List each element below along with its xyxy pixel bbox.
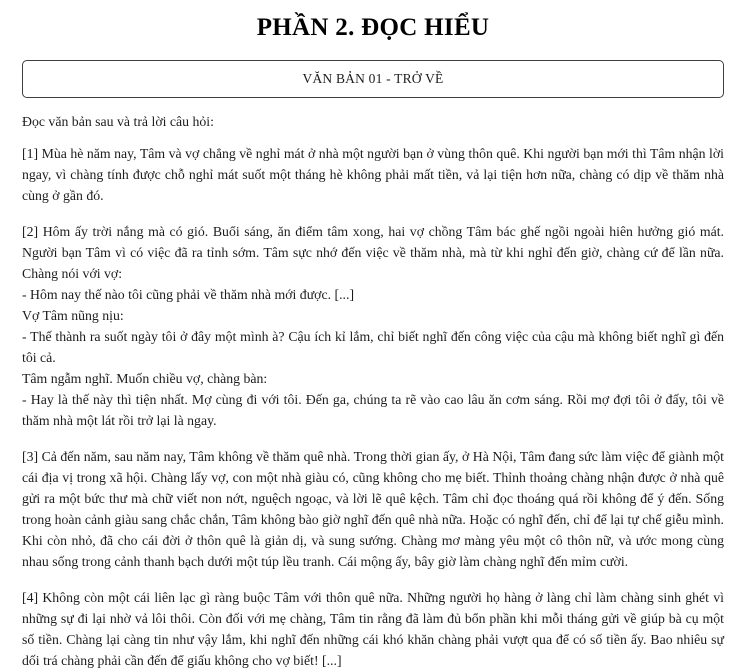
text-title-box — [22, 60, 724, 98]
paragraph-group-4 — [22, 587, 724, 671]
paragraph-group-2 — [22, 221, 724, 431]
paragraph-text: [1] Mùa hè năm nay, Tâm và vợ chẳng về nghỉ mát ở nhà một người bạn ở vùng thôn quê. Khi người bạn mới thì Tâm nhận lời ngay, vì chàng tính được chỗ nghỉ mát suốt một tháng hè không phải mất tiền, vả lại tiện hơn nữa, chàng có dịp về thăm nhà cùng ở gần đó. — [22, 146, 724, 203]
paragraph-text: [3] Cả đến năm, sau năm nay, Tâm không về thăm quê nhà. Trong thời gian ấy, ở Hà Nội, Tâm đang sức làm việc để giành một cái địa vị trong xã hội. Chàng lấy vợ, con một nhà giàu có, cũng không cho mẹ biết. Thỉnh thoảng chàng nhận được ở nhà quê gửi ra một bức thư mà chữ viết non nớt, nguệch ngoạc, và lời lẽ quê kệch. Tâm chỉ đọc thoáng quá rồi không để ý đến. Sống trong hoàn cảnh giàu sang chắc chắn, Tâm không bào giờ nghĩ đến quê nhà nữa. Hoặc có nghĩ đến, chỉ để lại tự chế giễu mình. Khi còn nhỏ, đã cho cái đời ở thôn quê là giản dị, và sung sướng. Chàng mơ màng yêu một cô thôn nữ, và ước mong cùng nhau sống trong cảnh thanh bạch dưới một túp lều tranh. Cái mộng ấy, bây giờ làm chàng nghĩ đến mỉm cười. — [22, 449, 724, 569]
dialogue-line: - Hôm nay thế nào tôi cũng phải về thăm nhà mới được. [...] — [22, 287, 355, 302]
intro-instruction: Đọc văn bản sau và trả lời câu hỏi: — [22, 114, 214, 129]
dialogue-line: - Thế thành ra suốt ngày tôi ở đây một mình à? Cậu ích kỉ lắm, chỉ biết nghĩ đến công việc của cậu mà không biết nghĩ gì đến tôi cả. — [22, 329, 724, 365]
paragraph-group-1 — [22, 143, 724, 206]
narration-line: Vợ Tâm nũng nịu: — [22, 308, 124, 323]
text-title: VĂN BẢN 01 - TRỞ VỀ — [302, 71, 444, 86]
narration-line: Tâm ngẫm nghĩ. Muốn chiều vợ, chàng bàn: — [22, 371, 268, 386]
page-title: PHẦN 2. ĐỌC HIỂU — [256, 14, 490, 41]
dialogue-line: - Hay là thế này thì tiện nhất. Mợ cùng đi với tôi. Đến ga, chúng ta rẽ vào cao lâu ăn cơm sáng. Rồi mợ đợi tôi ở đấy, tôi về thăm nhà một lát rồi trở lại là ngay. — [22, 392, 724, 428]
paragraph-group-3 — [22, 446, 724, 572]
paragraph-text: [4] Không còn một cái liên lạc gì ràng buộc Tâm với thôn quê nữa. Những người họ hàng ở làng chỉ làm chàng sinh ghét vì những sự đi lại nhờ vả lôi thôi. Còn đối với mẹ chàng, Tâm tin rằng đã làm đủ bổn phần khi mỗi tháng gửi về giúp bà cụ một số tiền. Chàng lại càng tin như vậy lắm, khi nghĩ đến những cái khó khăn chàng phải vượt qua để có số tiền ấy. Bao nhiêu sự dối trá chàng phải cần đến để giấu không cho vợ biết! [...] — [22, 590, 724, 668]
paragraph-text: [2] Hôm ấy trời nắng mà có gió. Buổi sáng, ăn điểm tâm xong, hai vợ chồng Tâm bác ghế ngồi ngoài hiên hưởng gió mát. Người bạn Tâm vì có việc đã ra tỉnh sớm. Tâm sực nhớ đến việc về thăm nhà, mà từ khi nghỉ đến giờ, chàng cứ để lần nữa. Chàng nói với vợ: — [22, 224, 724, 281]
